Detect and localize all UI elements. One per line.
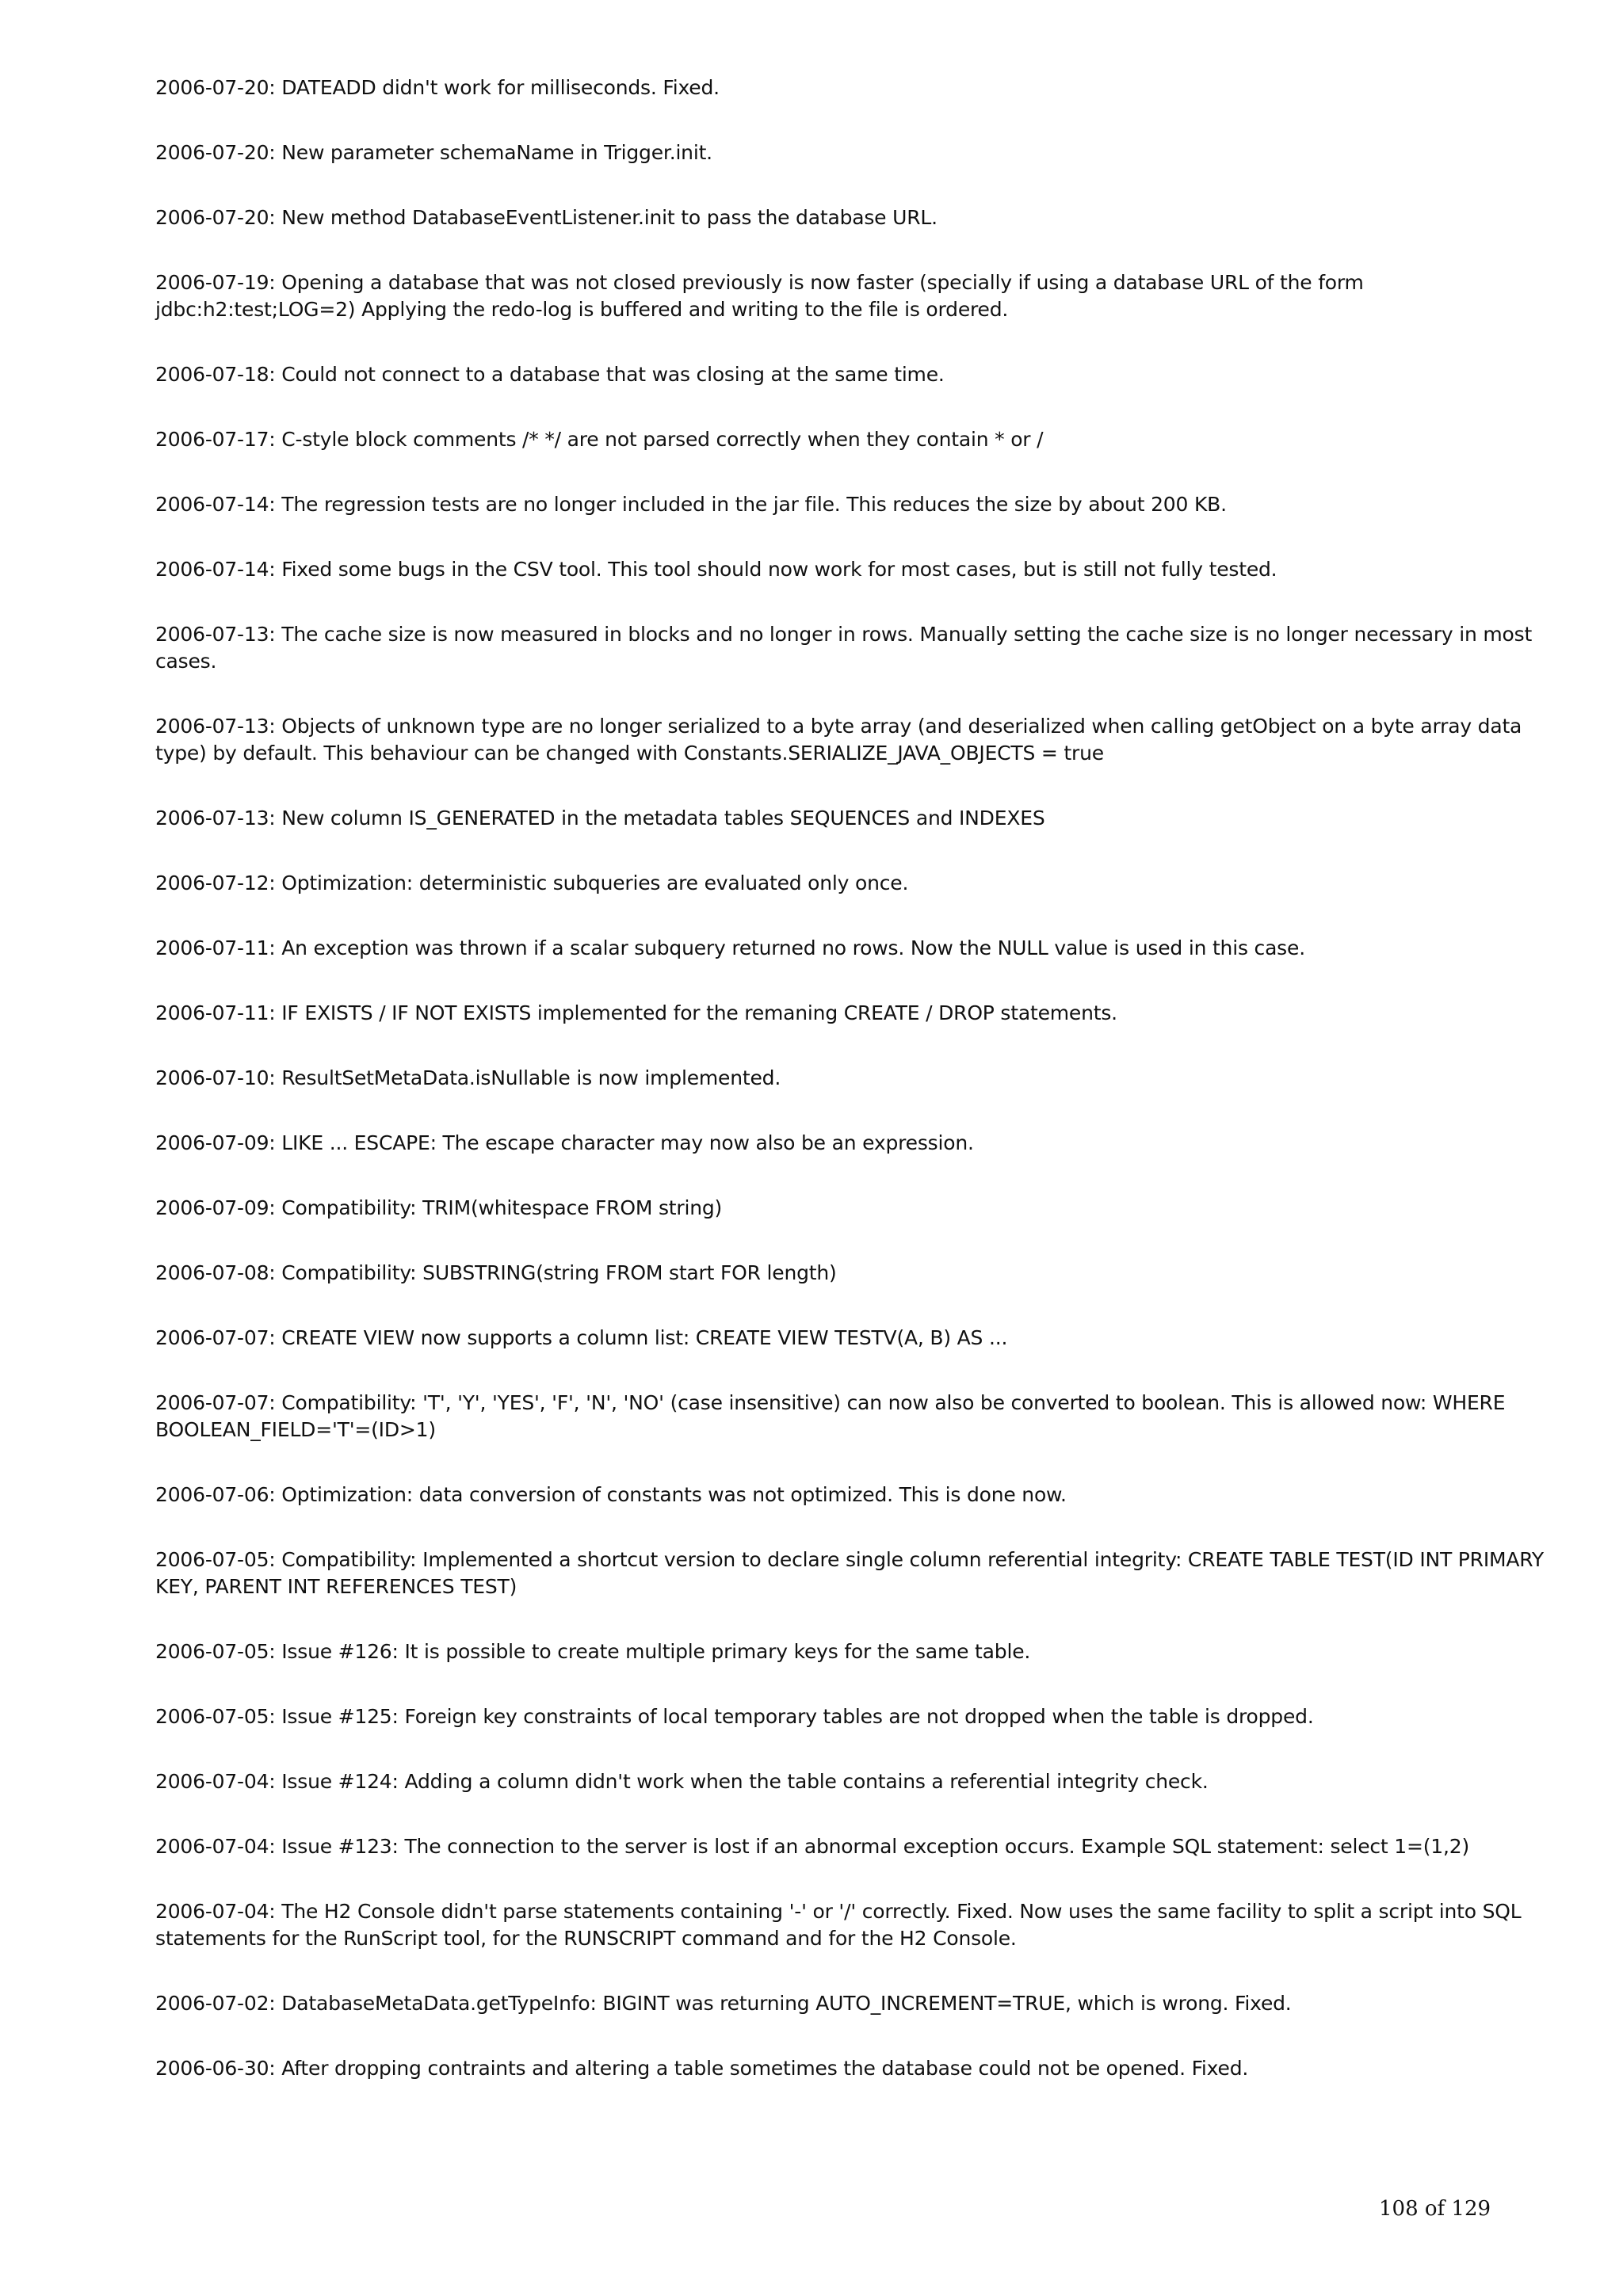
changelog-entry: 2006-07-04: Issue #124: Adding a column didn't work when the table contains a referential integrity check. <box>155 1770 1209 1793</box>
changelog-entry: 2006-07-13: New column IS_GENERATED in the metadata tables SEQUENCES and INDEXES <box>155 807 1045 830</box>
changelog-entry: 2006-07-02: DatabaseMetaData.getTypeInfo: BIGINT was returning AUTO_INCREMENT=TRUE, which is wrong. Fixed. <box>155 1992 1292 2015</box>
changelog-entry: 2006-07-05: Compatibility: Implemented a shortcut version to declare single column referential integrity: CREATE TABLE TEST(ID INT PRIMARY KEY, PARENT INT REFERENCES TEST) <box>155 1548 1544 1598</box>
changelog-entry: 2006-07-11: IF EXISTS / IF NOT EXISTS implemented for the remaning CREATE / DROP statements. <box>155 1001 1117 1024</box>
changelog-entry: 2006-07-04: Issue #123: The connection to the server is lost if an abnormal exception occurs. Example SQL statement: select 1=(1,2) <box>155 1835 1470 1858</box>
changelog-entry: 2006-07-17: C-style block comments /* */ are not parsed correctly when they contain * or / <box>155 428 1044 451</box>
changelog-entry: 2006-07-12: Optimization: deterministic subqueries are evaluated only once. <box>155 871 909 894</box>
changelog-entry: 2006-07-19: Opening a database that was not closed previously is now faster (specially if using a database URL of the form jdbc:h2:test;LOG=2) Applying the redo-log is buffered and writing to the file is ordered. <box>155 271 1364 321</box>
changelog-entry: 2006-07-20: DATEADD didn't work for milliseconds. Fixed. <box>155 76 720 99</box>
changelog-entry: 2006-07-14: Fixed some bugs in the CSV tool. This tool should now work for most cases, but is still not fully tested. <box>155 558 1277 581</box>
changelog-entry: 2006-07-14: The regression tests are no longer included in the jar file. This reduces the size by about 200 KB. <box>155 493 1227 516</box>
changelog-entry: 2006-07-04: The H2 Console didn't parse statements containing '-' or '/' correctly. Fixed. Now uses the same facility to split a script into SQL statements for the RunScript tool, for the RUNSCRIPT command and for the H2 Console. <box>155 1900 1522 1950</box>
changelog-entry: 2006-07-06: Optimization: data conversion of constants was not optimized. This is done now. <box>155 1483 1067 1506</box>
changelog-list <box>155 74 1566 2120</box>
changelog-entry: 2006-07-07: CREATE VIEW now supports a column list: CREATE VIEW TESTV(A, B) AS ... <box>155 1326 1008 1349</box>
changelog-entry: 2006-07-18: Could not connect to a database that was closing at the same time. <box>155 363 945 386</box>
changelog-entry: 2006-06-30: After dropping contraints and altering a table sometimes the database could not be opened. Fixed. <box>155 2057 1249 2080</box>
changelog-entry: 2006-07-13: Objects of unknown type are no longer serialized to a byte array (and deserialized when calling getObject on a byte array data type) by default. This behaviour can be changed with Constants.SERIALIZE_JAVA_OBJECTS = true <box>155 715 1522 765</box>
changelog-entry: 2006-07-20: New parameter schemaName in Trigger.init. <box>155 141 712 164</box>
changelog-entry: 2006-07-08: Compatibility: SUBSTRING(string FROM start FOR length) <box>155 1261 837 1284</box>
changelog-entry: 2006-07-07: Compatibility: 'T', 'Y', 'YES', 'F', 'N', 'NO' (case insensitive) can now also be converted to boolean. This is allowed now: WHERE BOOLEAN_FIELD='T'=(ID>1) <box>155 1391 1506 1441</box>
changelog-entry: 2006-07-09: LIKE ... ESCAPE: The escape character may now also be an expression. <box>155 1131 974 1154</box>
changelog-entry: 2006-07-05: Issue #125: Foreign key constraints of local temporary tables are not dropped when the table is dropped. <box>155 1705 1314 1728</box>
changelog-entry: 2006-07-20: New method DatabaseEventListener.init to pass the database URL. <box>155 206 938 229</box>
changelog-entry: 2006-07-05: Issue #126: It is possible to create multiple primary keys for the same table. <box>155 1640 1031 1663</box>
changelog-entry: 2006-07-10: ResultSetMetaData.isNullable is now implemented. <box>155 1066 781 1089</box>
changelog-entry: 2006-07-13: The cache size is now measured in blocks and no longer in rows. Manually setting the cache size is no longer necessary in most cases. <box>155 623 1533 673</box>
page-number: 108 of 129 <box>1379 2197 1491 2221</box>
changelog-entry: 2006-07-11: An exception was thrown if a scalar subquery returned no rows. Now the NULL value is used in this case. <box>155 936 1305 959</box>
changelog-entry: 2006-07-09: Compatibility: TRIM(whitespace FROM string) <box>155 1196 723 1219</box>
